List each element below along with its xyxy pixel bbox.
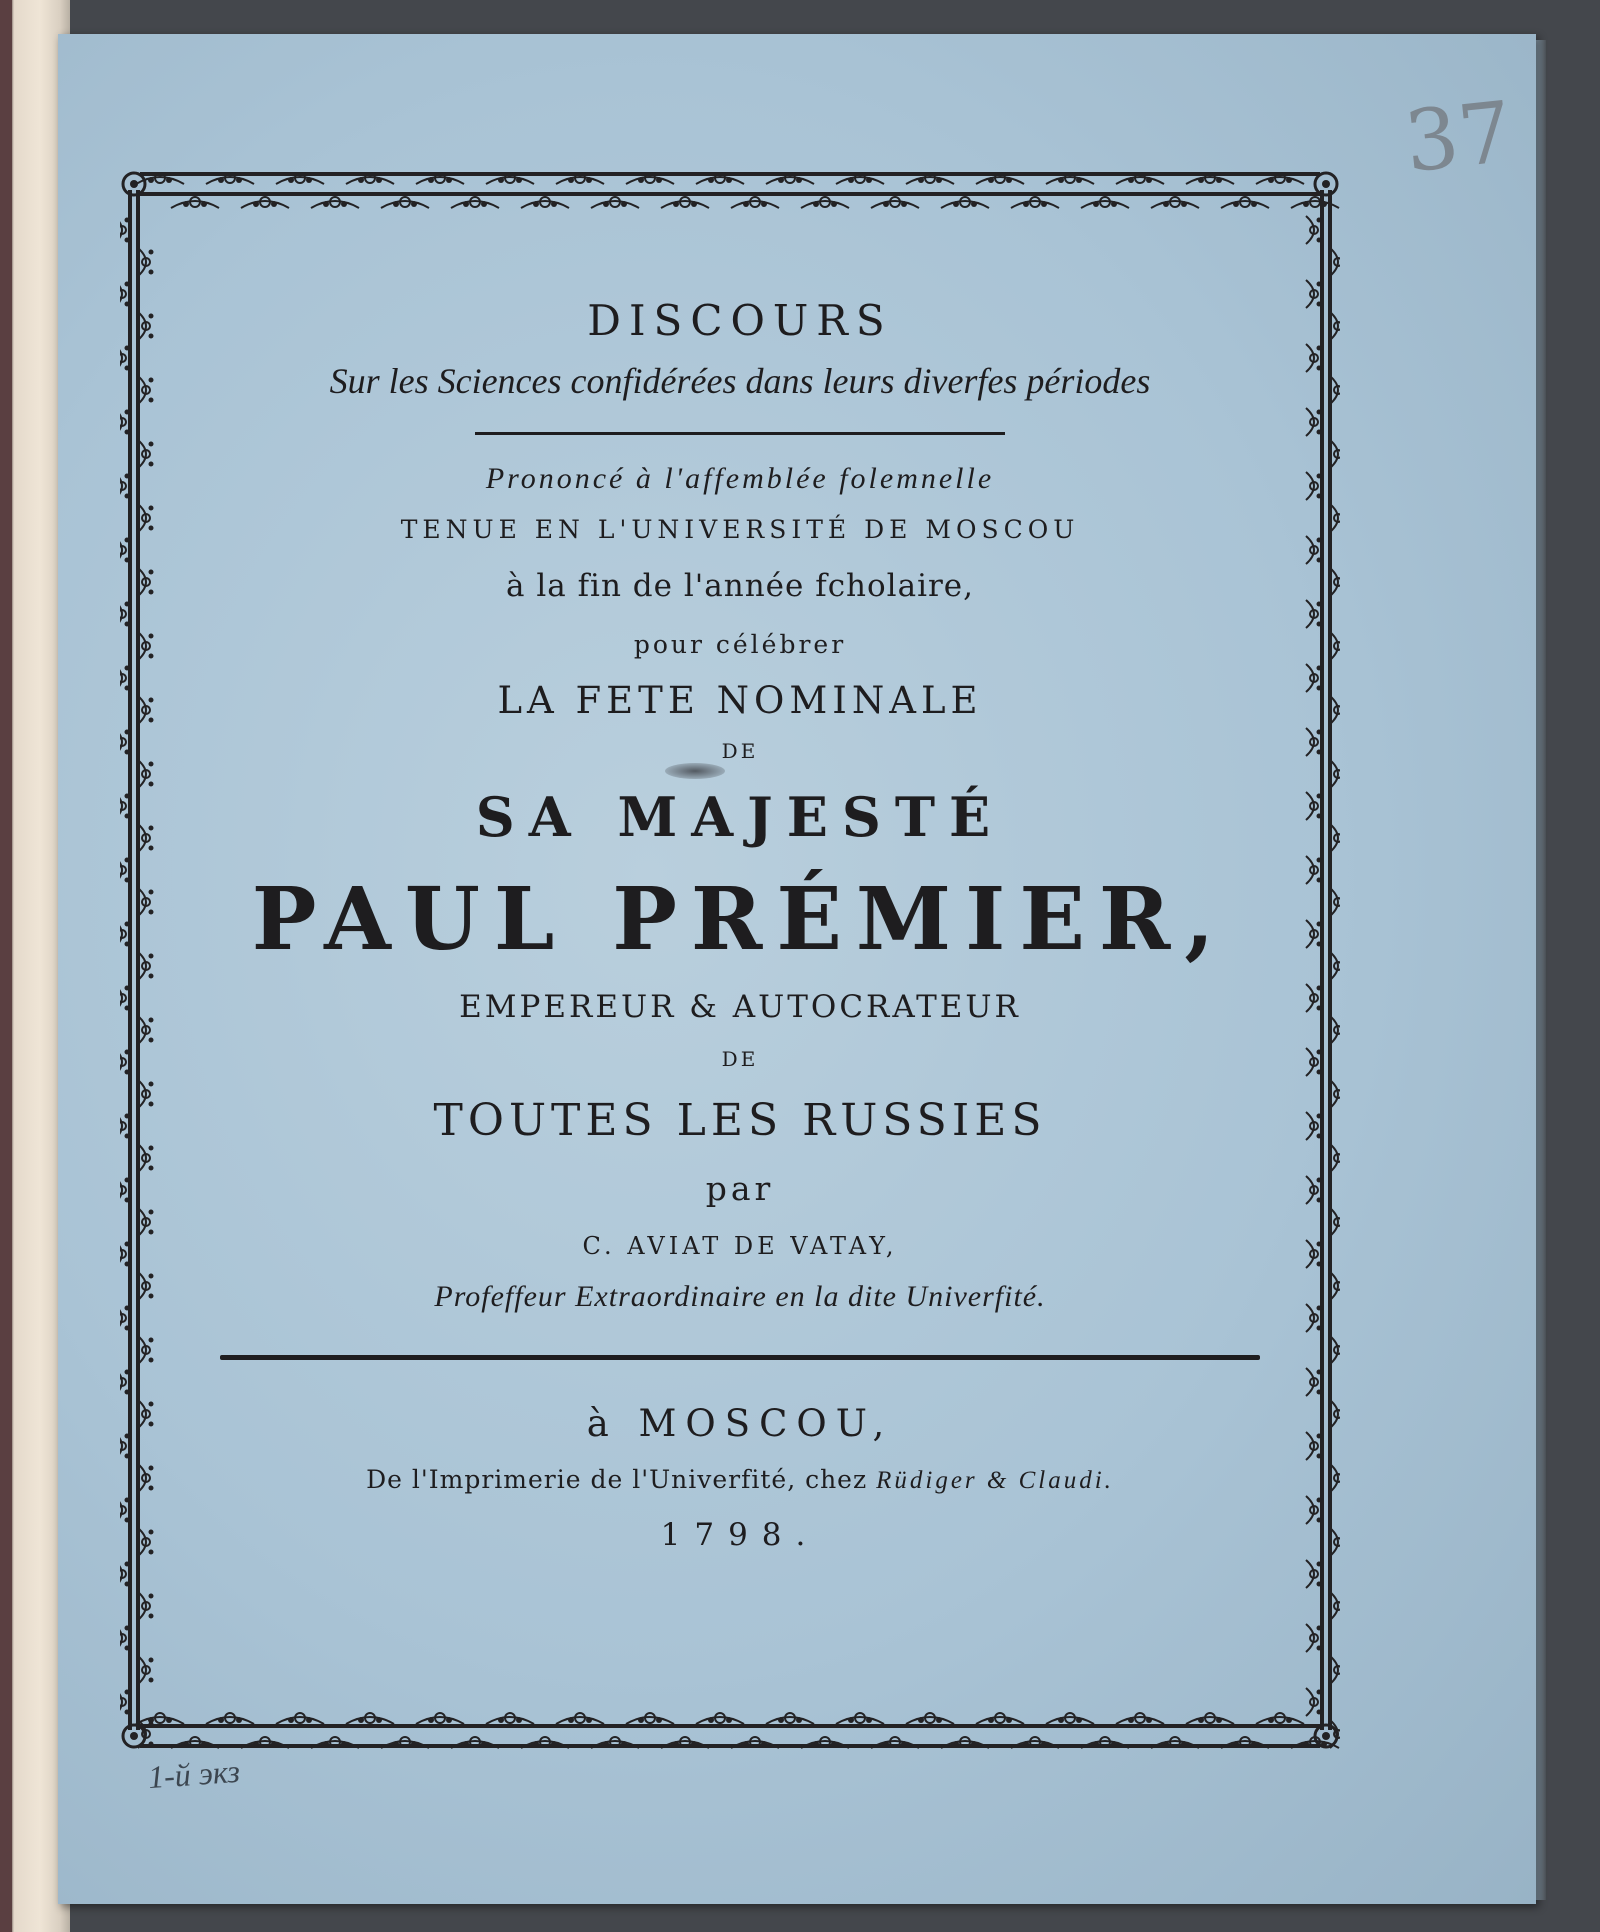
place-line: à MOSCOU, [586,1402,894,1445]
realm-line: TOUTES LES RUSSIES [433,1095,1047,1146]
rule-divider-top [475,432,1005,435]
author-position: Profeffeur Extraordinaire en la dite Univerfité. [434,1280,1046,1313]
majesty-line: SA MAJESTÉ [475,785,1005,849]
by-line: par [705,1169,775,1208]
imprint-line [180,1454,1300,1506]
rule-divider-bottom [220,1355,1260,1360]
de-line-2: DE [721,1047,759,1071]
publishers-text: Rüdiger & Claudi. [876,1467,1114,1494]
delivered-line: Prononcé à l'affemblée folemnelle [485,462,995,495]
shelf-mark-handwritten: 37 [1400,82,1517,192]
purpose-line: pour célébrer [633,630,847,659]
de-line-1: DE [721,739,759,763]
author-name: C. AVIAT DE VATAY, [582,1232,898,1260]
held-at-line: TENUE EN L'UNIVERSITÉ DE MOSCOU [400,515,1080,544]
title-page-text [180,290,1300,1564]
binding-spine [0,0,12,1932]
occasion-line: à la fin de l'année fcholaire, [505,568,975,604]
year-line: 1798. [660,1517,820,1553]
subtitle: Sur les Sciences confidérées dans leurs diverfes périodes [329,361,1151,401]
printer-text: De l'Imprimerie de l'Univerfité, chez [366,1465,868,1494]
copy-note-handwritten: 1-й экз [146,1752,241,1796]
feast-line: LA FETE NOMINALE [497,679,983,722]
title: DISCOURS [587,296,893,345]
page-edge [1536,40,1546,1900]
titles-line: EMPEREUR & AUTOCRATEUR [459,989,1021,1025]
sovereign-name: PAUL PRÉMIER, [251,869,1229,970]
